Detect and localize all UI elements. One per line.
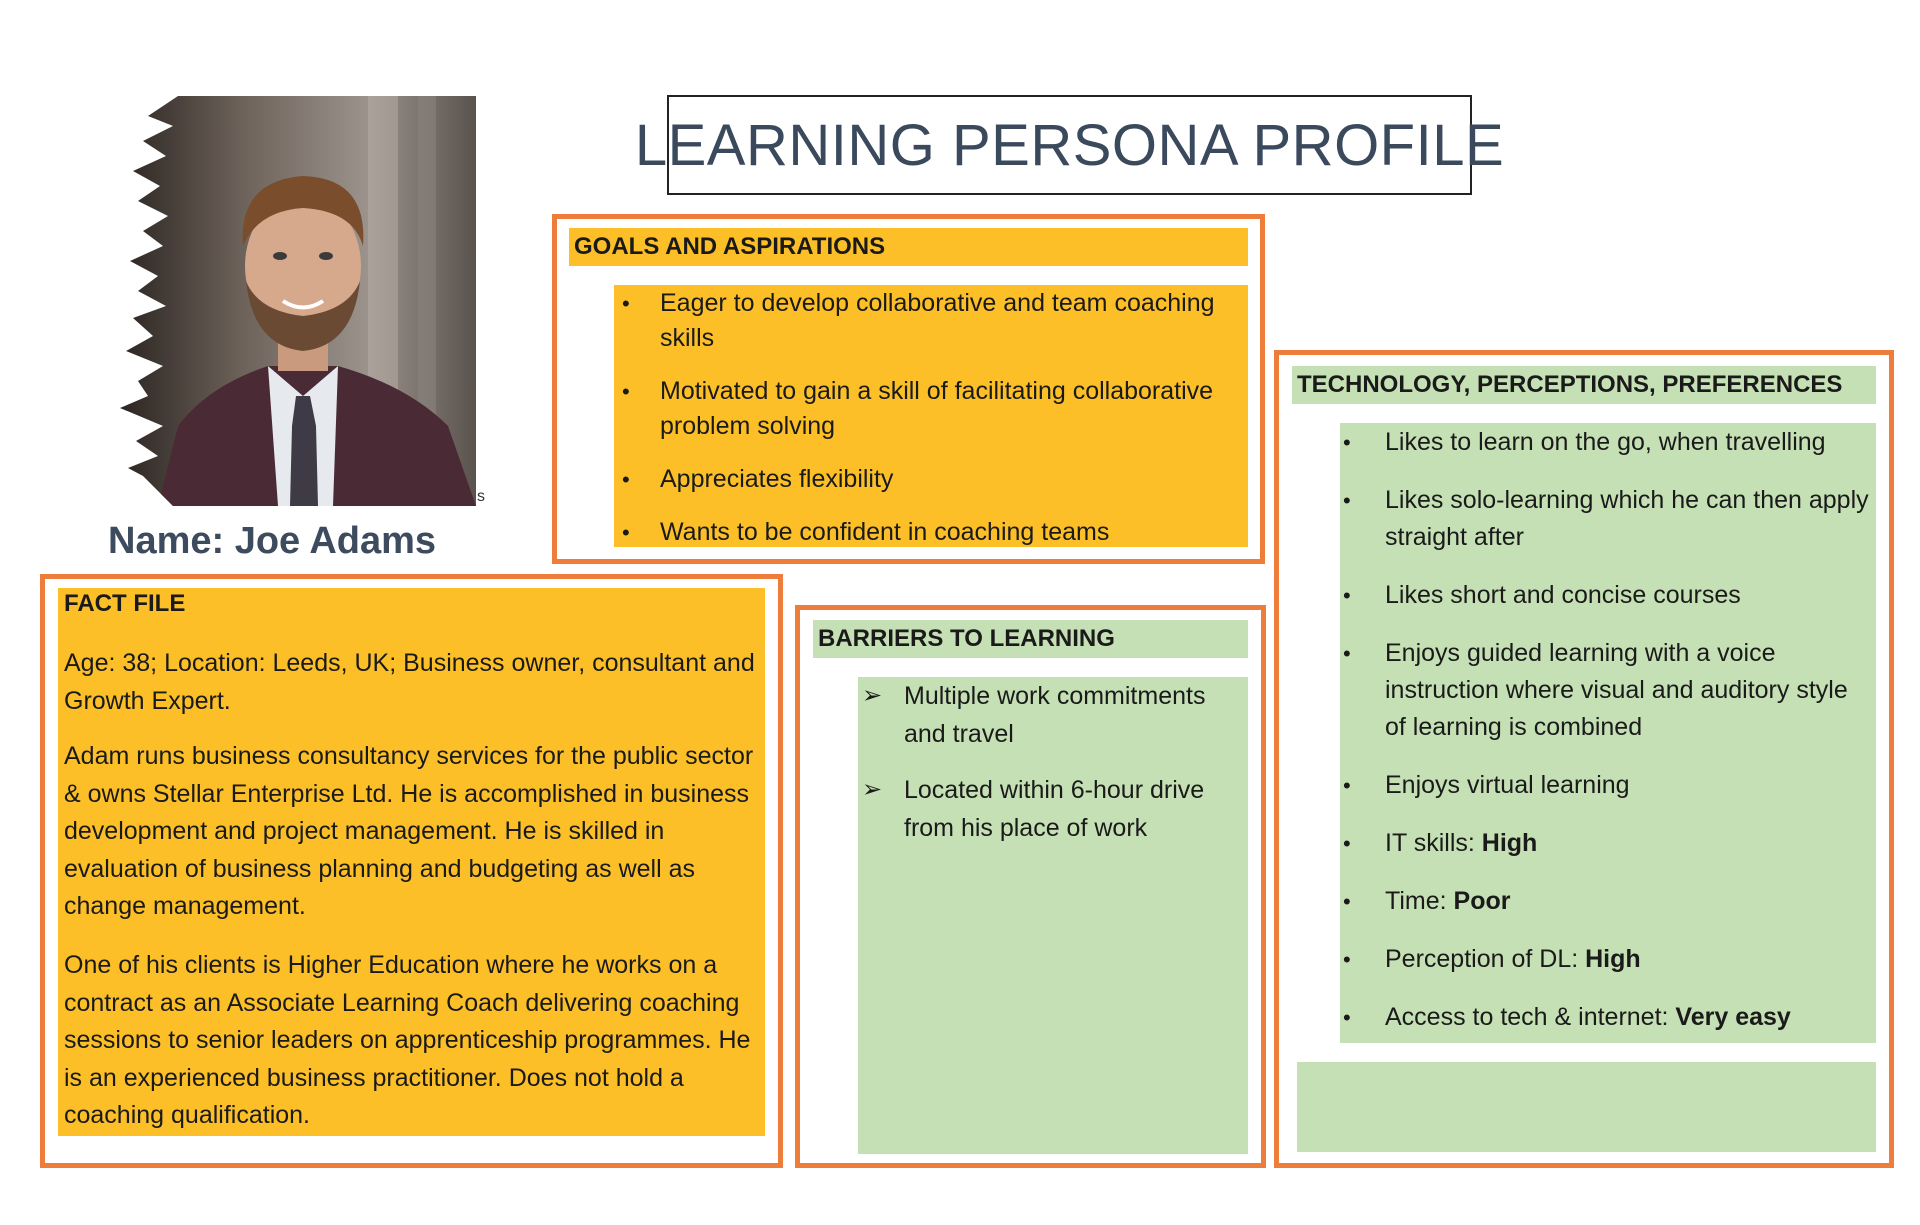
list-item: ➢ Multiple work commitments and travel	[904, 677, 1244, 753]
arrow-bullet-icon: ➢	[862, 682, 883, 709]
persona-name: Name: Joe Adams	[108, 520, 437, 562]
rating-label: IT skills:	[1385, 829, 1482, 857]
list-item: • Enjoys guided learning with a voice instruction where visual and auditory style of learning is combined	[1385, 635, 1875, 746]
rating-value: Very easy	[1675, 1003, 1791, 1031]
rating-label: Time:	[1385, 887, 1454, 915]
bullet-dot-icon: •	[622, 379, 630, 404]
arrow-bullet-icon: ➢	[862, 776, 883, 803]
fact-file-header: FACT FILE	[64, 590, 186, 617]
technology-empty-box	[1297, 1062, 1876, 1152]
bullet-dot-icon: •	[1343, 1005, 1351, 1030]
bullet-dot-icon: •	[1343, 430, 1351, 455]
rating-value: Poor	[1453, 887, 1511, 915]
bullet-dot-icon: •	[622, 520, 630, 545]
list-item: ➢ Located within 6-hour drive from his place of work	[904, 771, 1244, 847]
rating-label: Perception of DL:	[1385, 945, 1586, 973]
bullet-dot-icon: •	[1343, 947, 1351, 972]
list-item: • Appreciates flexibility	[660, 462, 1250, 497]
list-item: • Wants to be confident in coaching teams	[660, 515, 1250, 550]
fact-file-paragraph: Age: 38; Location: Leeds, UK; Business owner, consultant and Growth Expert.	[64, 649, 755, 715]
barriers-list	[862, 677, 1244, 865]
goals-header: GOALS AND ASPIRATIONS	[569, 228, 1248, 266]
rating-label: Access to tech & internet:	[1385, 1003, 1676, 1031]
bullet-dot-icon: •	[622, 291, 630, 316]
fact-file-paragraph: Adam runs business consultancy services for the public sector & owns Stellar Enterprise Ltd. He is accomplished in business development and project management. He is skilled in evaluation of business planning and budgeting as well as change management.	[64, 742, 754, 920]
list-item	[1343, 825, 1875, 862]
rating-value: High	[1585, 945, 1641, 973]
bullet-dot-icon: •	[1343, 488, 1351, 513]
bullet-dot-icon: •	[1343, 831, 1351, 856]
fact-file-paragraph: One of his clients is Higher Education where he works on a contract as an Associate Learning Coach delivering coaching sessions to senior leaders on apprenticeship programmes. He is an experienced business practitioner. Does not hold a coaching qualification.	[64, 951, 751, 1129]
barriers-header: BARRIERS TO LEARNING	[813, 620, 1248, 658]
list-item: • Likes solo-learning which he can then apply straight after	[1385, 482, 1875, 556]
page-title: LEARNING PERSONA PROFILE	[634, 112, 1505, 178]
bullet-dot-icon: •	[1343, 889, 1351, 914]
persona-photo	[118, 96, 476, 506]
list-item	[1343, 941, 1875, 978]
photo-caption-fragment: s	[477, 488, 485, 505]
rating-value: High	[1481, 829, 1538, 857]
technology-header: TECHNOLOGY, PERCEPTIONS, PREFERENCES	[1292, 366, 1876, 404]
title-box	[634, 95, 1505, 195]
list-item: • Motivated to gain a skill of facilitating collaborative problem solving	[660, 374, 1250, 444]
bullet-dot-icon: •	[622, 467, 630, 492]
goals-list	[622, 286, 1250, 568]
list-item	[1343, 883, 1875, 920]
list-item: • Eager to develop collaborative and team coaching skills	[660, 286, 1250, 356]
persona-portrait-image	[118, 96, 476, 506]
bullet-dot-icon: •	[1343, 773, 1351, 798]
technology-list	[1343, 424, 1875, 1057]
bullet-dot-icon: •	[1343, 583, 1351, 608]
list-item: • Likes to learn on the go, when travelling	[1385, 424, 1875, 461]
list-item	[1343, 999, 1875, 1036]
list-item: • Likes short and concise courses	[1385, 577, 1875, 614]
list-item: • Enjoys virtual learning	[1385, 767, 1875, 804]
bullet-dot-icon: •	[1343, 641, 1351, 666]
